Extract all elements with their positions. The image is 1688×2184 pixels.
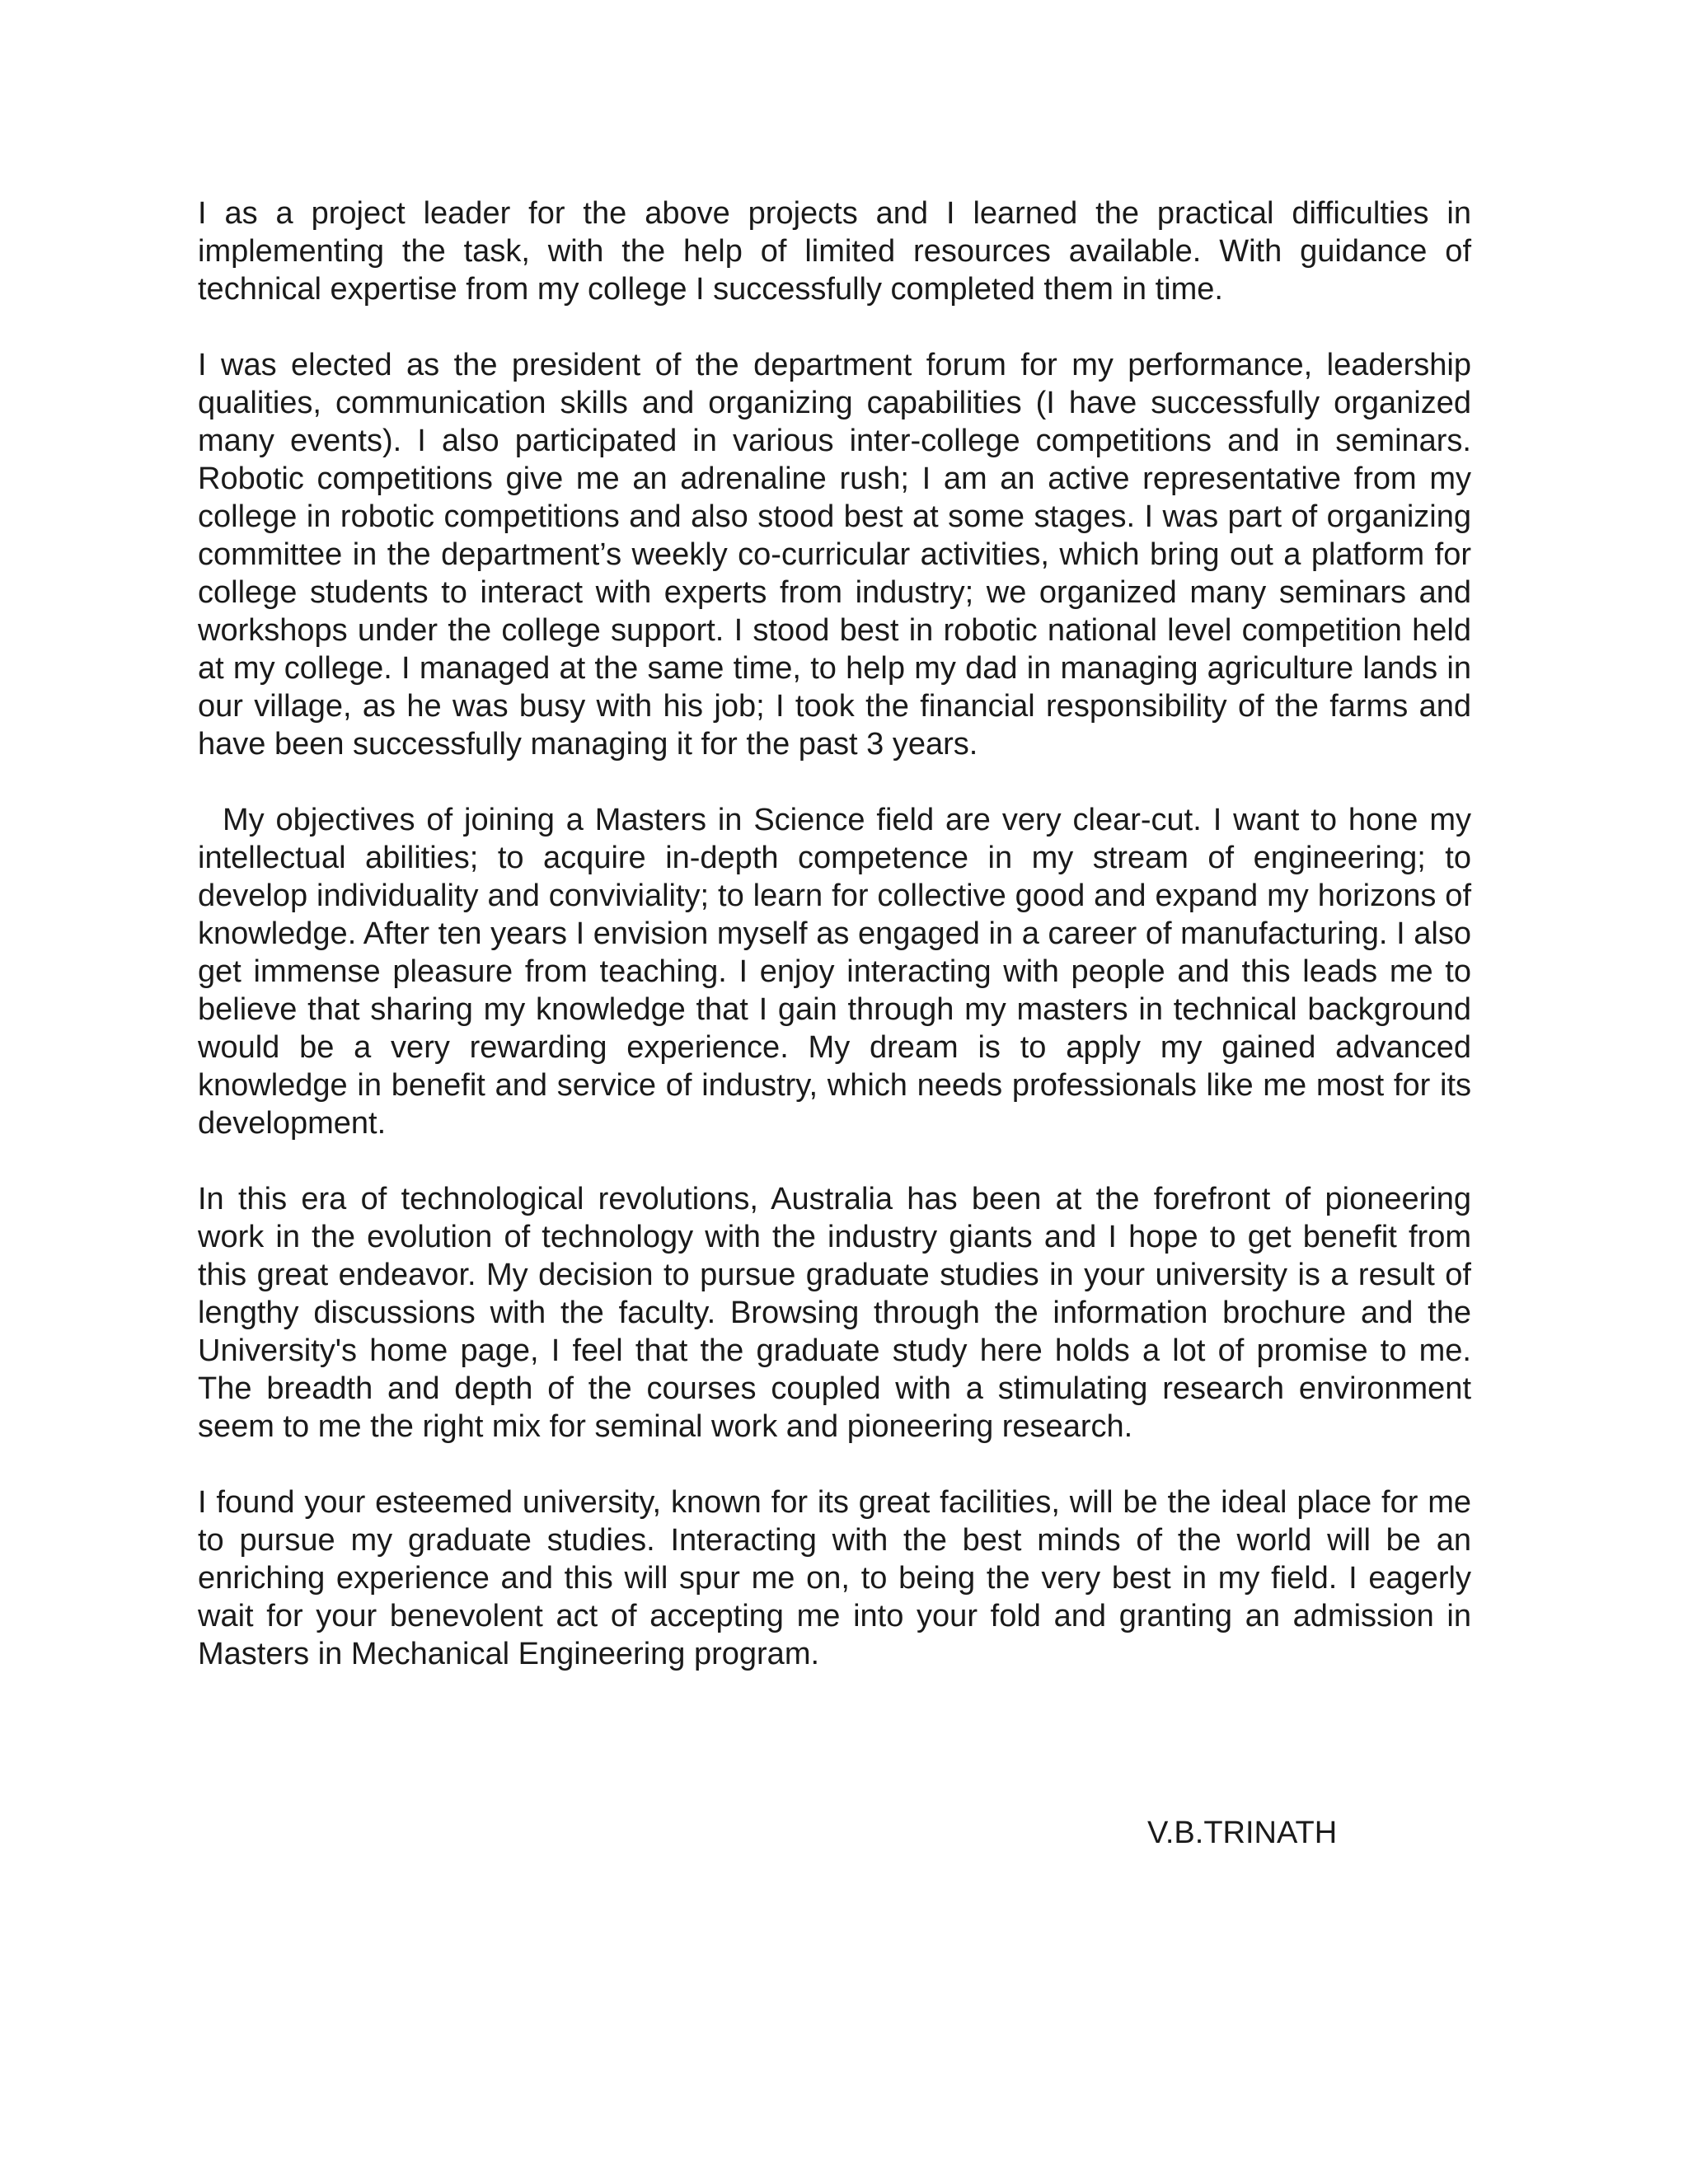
paragraph-project-leader: I as a project leader for the above projects and I learned the practical difficulties in implementing the task, with the help of limited resources available. With guidance of technical expertise from my college I successfully completed them in time. bbox=[198, 196, 1471, 307]
paragraph-objectives: My objectives of joining a Masters in Science field are very clear-cut. I want to hone my intellectual abilities; to acquire in-depth competence in my stream of engineering; to develop individuality and conviviality; to learn for collective good and expand my horizons of knowledge. After ten years I envision myself as engaged in a career of manufacturing. I also get immense pleasure from teaching. I enjoy interacting with people and this leads me to believe that sharing my knowledge that I gain through my masters in technical background would be a very rewarding experience. My dream is to apply my gained advanced knowledge in benefit and service of industry, which needs professionals like me most for its development. bbox=[198, 803, 1471, 1141]
signature-name: V.B.TRINATH bbox=[1147, 1816, 1338, 1850]
document-body bbox=[198, 194, 1471, 1711]
paragraph-department-forum: I was elected as the president of the department forum for my performance, leadership qualities, communication skills and organizing capabilities (I have successfully organized many events). I also participated in various inter-college competitions and in seminars. Robotic competitions give me an adrenaline rush; I am an active representative from my college in robotic competitions and also stood best at some stages. I was part of organizing committee in the department’s weekly co-curricular activities, which bring out a platform for college students to interact with experts from industry; we organized many seminars and workshops under the college support. I stood best in robotic national level competition held at my college. I managed at the same time, to help my dad in managing agriculture lands in our village, as he was busy with his job; I took the financial responsibility of the farms and have been successfully managing it for the past 3 years. bbox=[198, 348, 1471, 762]
paragraph-australia: In this era of technological revolutions, Australia has been at the forefront of pioneering work in the evolution of technology with the industry giants and I hope to get benefit from this great endeavor. My decision to pursue graduate studies in your university is a result of lengthy discussions with the faculty. Browsing through the information brochure and the University's home page, I feel that the graduate study here holds a lot of promise to me. The breadth and depth of the courses coupled with a stimulating research environment seem to me the right mix for seminal work and pioneering research. bbox=[198, 1182, 1471, 1444]
paragraph-university: I found your esteemed university, known for its great facilities, will be the ideal place for me to pursue my graduate studies. Interacting with the best minds of the world will be an enriching experience and this will spur me on, to being the very best in my field. I eagerly wait for your benevolent act of accepting me into your fold and granting an admission in Masters in Mechanical Engineering program. bbox=[198, 1485, 1471, 1671]
